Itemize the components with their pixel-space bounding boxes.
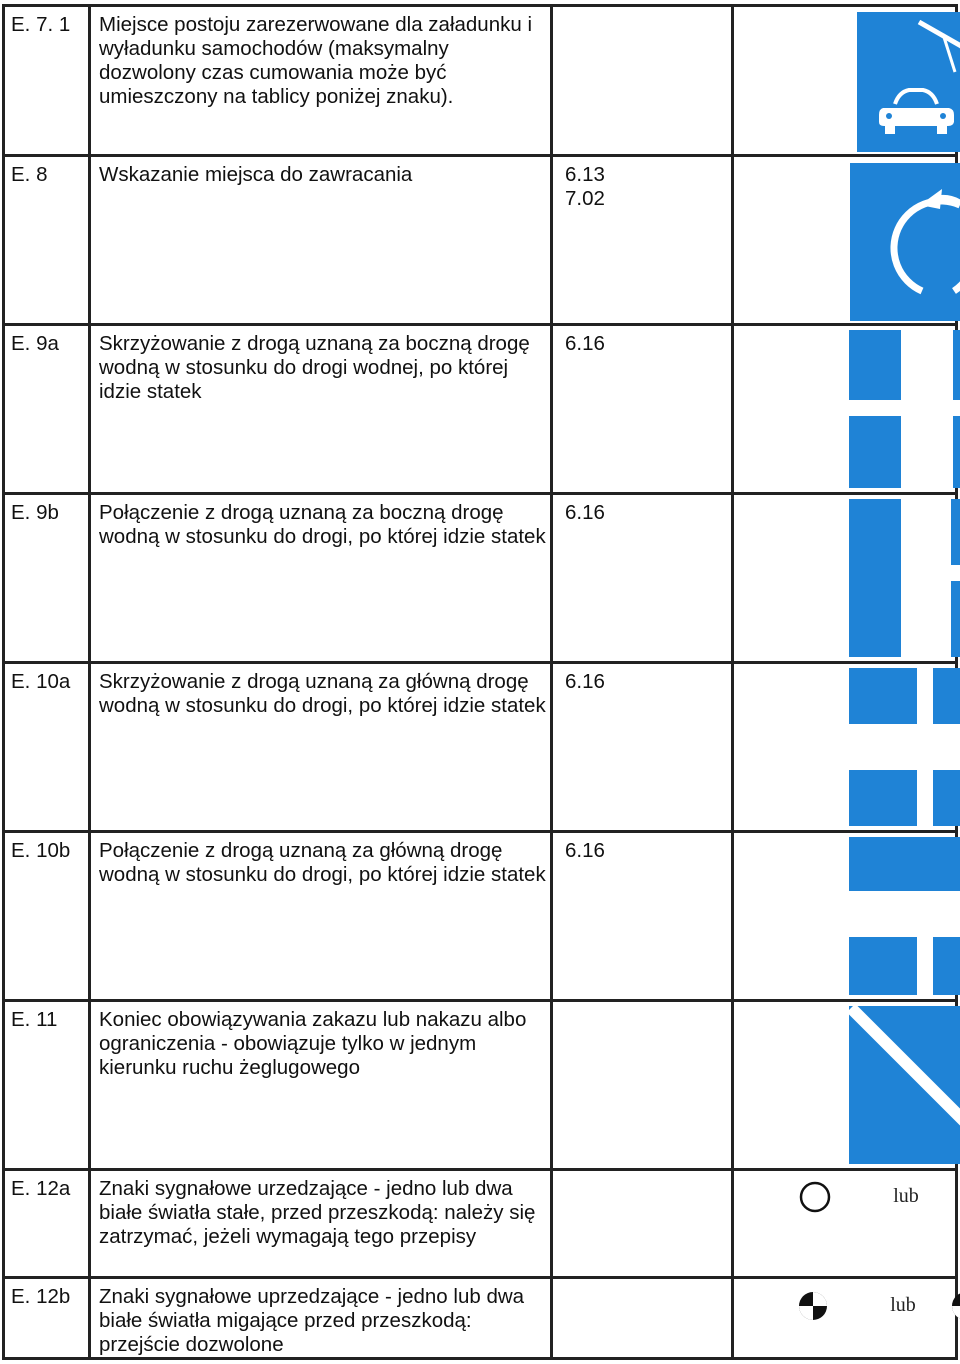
reference-line: 6.13 [565, 163, 605, 186]
car-loading-crane-sign-icon [857, 12, 960, 152]
sign-image-cell [733, 832, 957, 1001]
sign-image-cell [733, 1278, 957, 1359]
sign-description: Wskazanie miejsca do zawracania [90, 156, 552, 325]
sign-reference [552, 494, 733, 663]
sign-description: Znaki sygnałowe uprzedzające - jedno lub dwa białe światła migające przed przeszkodą: przejście dozwolone [90, 1278, 552, 1359]
sign-code: E. 7. 1 [4, 6, 90, 156]
reference-line: 6.16 [565, 839, 605, 862]
table-row [4, 325, 957, 494]
table-row [4, 663, 957, 832]
table-row [4, 1278, 957, 1359]
major-crossing-sign-icon [849, 668, 960, 826]
sign-description: Miejsce postoju zarezerwowane dla załadunku i wyładunku samochodów (maksymalny dozwolony czas cumowania może być umieszczony na tablicy poniżej znaku). [90, 6, 552, 156]
flashing-white-lights-icon [734, 1279, 960, 1354]
or-label: lub [893, 1185, 919, 1207]
turning-circle-sign-icon [850, 163, 960, 321]
flashing-light-icon [952, 1292, 960, 1320]
sign-description: Skrzyżowanie z drogą uznaną za główną drogę wodną w stosunku do drogi, po której idzie statek [90, 663, 552, 832]
sign-code: E. 8 [4, 156, 90, 325]
sign-code: E. 9a [4, 325, 90, 494]
minor-crossing-sign-icon [849, 330, 960, 488]
minor-junction-sign-icon [849, 499, 960, 657]
sign-code: E. 12b [4, 1278, 90, 1359]
sign-reference [552, 663, 733, 832]
sign-reference [552, 156, 733, 325]
table-row [4, 6, 957, 156]
sign-image-cell [733, 663, 957, 832]
table-row [4, 494, 957, 663]
reference-line: 6.16 [565, 332, 605, 355]
sign-code: E. 10b [4, 832, 90, 1001]
reference-line: 7.02 [565, 187, 605, 210]
sign-image-cell [733, 325, 957, 494]
sign-image-cell [733, 1170, 957, 1278]
end-of-restriction-sign-icon [849, 1006, 960, 1164]
reference-line: 6.16 [565, 670, 605, 693]
sign-reference [552, 1278, 733, 1359]
sign-reference [552, 325, 733, 494]
table-row [4, 1170, 957, 1278]
major-junction-sign-icon [849, 837, 960, 995]
sign-reference [552, 6, 733, 156]
sign-reference [552, 1001, 733, 1170]
sign-description: Skrzyżowanie z drogą uznaną za boczną drogę wodną w stosunku do drogi wodnej, po której idzie statek [90, 325, 552, 494]
reference-line: 6.16 [565, 501, 605, 524]
sign-description: Koniec obowiązywania zakazu lub nakazu albo ograniczenia - obowiązuje tylko w jednym kierunku ruchu żeglugowego [90, 1001, 552, 1170]
fixed-white-lights-icon [734, 1171, 960, 1279]
table-row [4, 156, 957, 325]
sign-image-cell [733, 494, 957, 663]
table-row [4, 1001, 957, 1170]
sign-code: E. 12a [4, 1170, 90, 1278]
sign-reference [552, 1170, 733, 1278]
sign-reference [552, 832, 733, 1001]
sign-code: E. 10a [4, 663, 90, 832]
sign-image-cell [733, 156, 957, 325]
flashing-light-icon [799, 1292, 827, 1320]
sign-description: Połączenie z drogą uznaną za boczną drogę wodną w stosunku do drogi, po której idzie statek [90, 494, 552, 663]
sign-code: E. 9b [4, 494, 90, 663]
or-label: lub [890, 1294, 916, 1316]
sign-image-cell [733, 1001, 957, 1170]
sign-code: E. 11 [4, 1001, 90, 1170]
table-row [4, 832, 957, 1001]
sign-description: Połączenie z drogą uznaną za główną drogę wodną w stosunku do drogi, po której idzie statek [90, 832, 552, 1001]
fixed-light-icon [801, 1183, 829, 1211]
signs-table [2, 4, 958, 1360]
sign-description: Znaki sygnałowe urzedzające - jedno lub dwa białe światła stałe, przed przeszkodą: należy się zatrzymać, jeżeli wymagają tego przepisy [90, 1170, 552, 1278]
sign-image-cell [733, 6, 957, 156]
